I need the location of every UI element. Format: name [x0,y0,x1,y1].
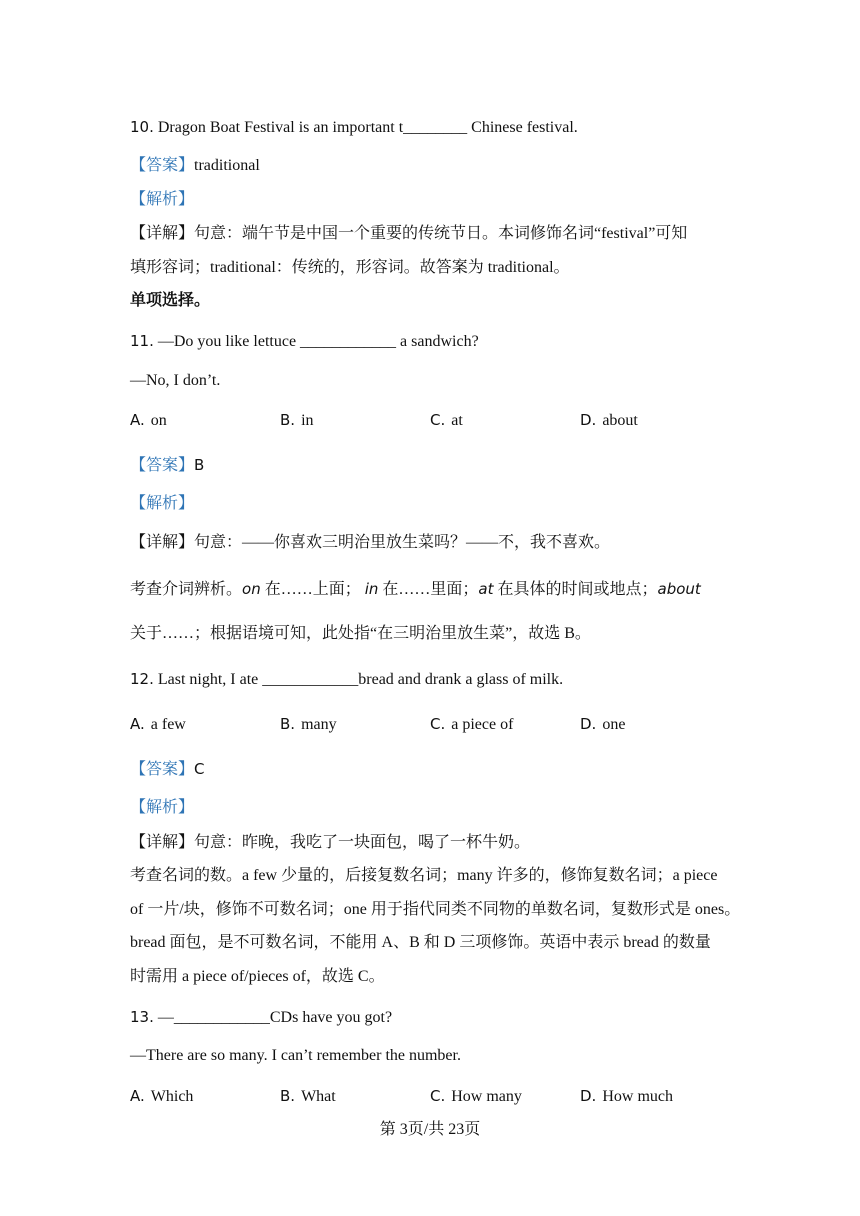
answer-tag: 【答案】 [130,457,195,474]
exp-text: 在具体的时间或地点； [493,581,658,598]
option-letter: D. [580,715,597,733]
option-text: How many [451,1088,522,1105]
option-text: on [150,412,167,429]
q11-detail: 【详解】句意：——你喜欢三明治里放生菜吗？——不，我不喜欢。 [130,534,611,551]
q13-option-a [130,1086,193,1107]
option-letter: A. [130,1087,145,1105]
option-text: a few [150,716,186,733]
q12-option-b [280,714,337,735]
exp-text: 在……里面； [378,581,479,598]
option-text: at [451,412,463,429]
q11-explanation-2: 关于……；根据语境可知，此处指“在三明治里放生菜”，故选 B。 [130,625,591,642]
option-letter: B. [280,411,296,429]
option-letter: D. [580,411,597,429]
option-letter: A. [130,715,145,733]
q11-option-b [280,410,314,431]
option-text: a piece of [451,716,514,733]
q11-option-a [130,410,167,431]
exp-word-at: at [478,580,494,598]
q11-number: 11. [130,332,154,350]
q12-explanation-3: bread 面包，是不可数名词，不能用 A、B 和 D 三项修饰。英语中表示 bread 的数量 [130,934,711,951]
q10-detail-cont: 填形容词；traditional：传统的，形容词。故答案为 traditional。 [130,259,570,276]
option-letter: C. [430,715,446,733]
exp-word-about: about [657,580,701,598]
exp-word-in: in [364,580,379,598]
q11-question [130,331,479,352]
option-text: one [602,716,626,733]
q12-explanation-1: 考查名词的数。a few 少量的，后接复数名词；many 许多的，修饰复数名词；a piece [130,867,718,884]
option-letter: C. [430,411,446,429]
option-letter: C. [430,1087,446,1105]
option-letter: A. [130,411,145,429]
q10-answer-value: traditional [194,157,260,174]
q12-detail: 【详解】句意：昨晚，我吃了一块面包，喝了一杯牛奶。 [130,834,531,851]
exp-text: 考查介词辨析。 [130,581,243,598]
q12-option-d [580,714,625,735]
q12-number: 12. [130,670,154,688]
q11-reply: —No, I don’t. [130,372,221,389]
answer-tag: 【答案】 [130,157,195,174]
q13-question [130,1007,392,1028]
page-footer: 第 3页/共 23页 [379,1121,481,1138]
q10-number: 10. [130,118,154,136]
q10-detail: 【详解】句意：端午节是中国一个重要的传统节日。本词修饰名词“festival”可知 [130,225,688,242]
q11-analysis-tag: 【解析】 [130,495,195,512]
q12-analysis-tag: 【解析】 [130,799,195,816]
q12-explanation-4: 时需用 a piece of/pieces of，故选 C。 [130,968,385,985]
option-text: in [301,412,314,429]
q10-answer [130,156,260,176]
q12-explanation-2: of 一片/块，修饰不可数名词；one 用于指代同类不同物的单数名词，复数形式是 ones。 [130,901,741,918]
q11-answer [130,455,204,476]
q12-answer [130,759,205,780]
q13-option-b [280,1086,336,1107]
q11-option-c [430,410,463,431]
option-text: many [301,716,337,733]
option-letter: B. [280,715,296,733]
option-text: What [301,1088,336,1105]
option-text: Which [150,1088,194,1105]
q11-explanation-1 [130,579,701,600]
q12-option-c [430,714,513,735]
q11-answer-value: B [194,456,205,474]
q10-question [130,117,578,138]
q13-option-c [430,1086,522,1107]
option-letter: D. [580,1087,597,1105]
answer-tag: 【答案】 [130,761,195,778]
option-text: about [602,412,638,429]
q12-text: Last night, I ate ____________bread and drank a glass of milk. [157,671,564,688]
q11-option-d [580,410,638,431]
exp-text: 在……上面； [260,581,365,598]
option-text: How much [602,1088,673,1105]
q10-text: Dragon Boat Festival is an important t________ Chinese festival. [157,119,578,136]
q12-answer-value: C [194,760,205,778]
q13-option-d [580,1086,673,1107]
section-title: 单项选择。 [130,292,211,309]
q12-question [130,669,563,690]
q12-option-a [130,714,186,735]
exp-word-on: on [242,580,261,598]
option-letter: B. [280,1087,296,1105]
q11-text: —Do you like lettuce ____________ a sandwich? [157,333,479,350]
q13-reply: —There are so many. I can’t remember the number. [130,1047,461,1064]
q13-text: —____________CDs have you got? [157,1009,393,1026]
q10-analysis-tag: 【解析】 [130,191,195,208]
q13-number: 13. [130,1008,154,1026]
